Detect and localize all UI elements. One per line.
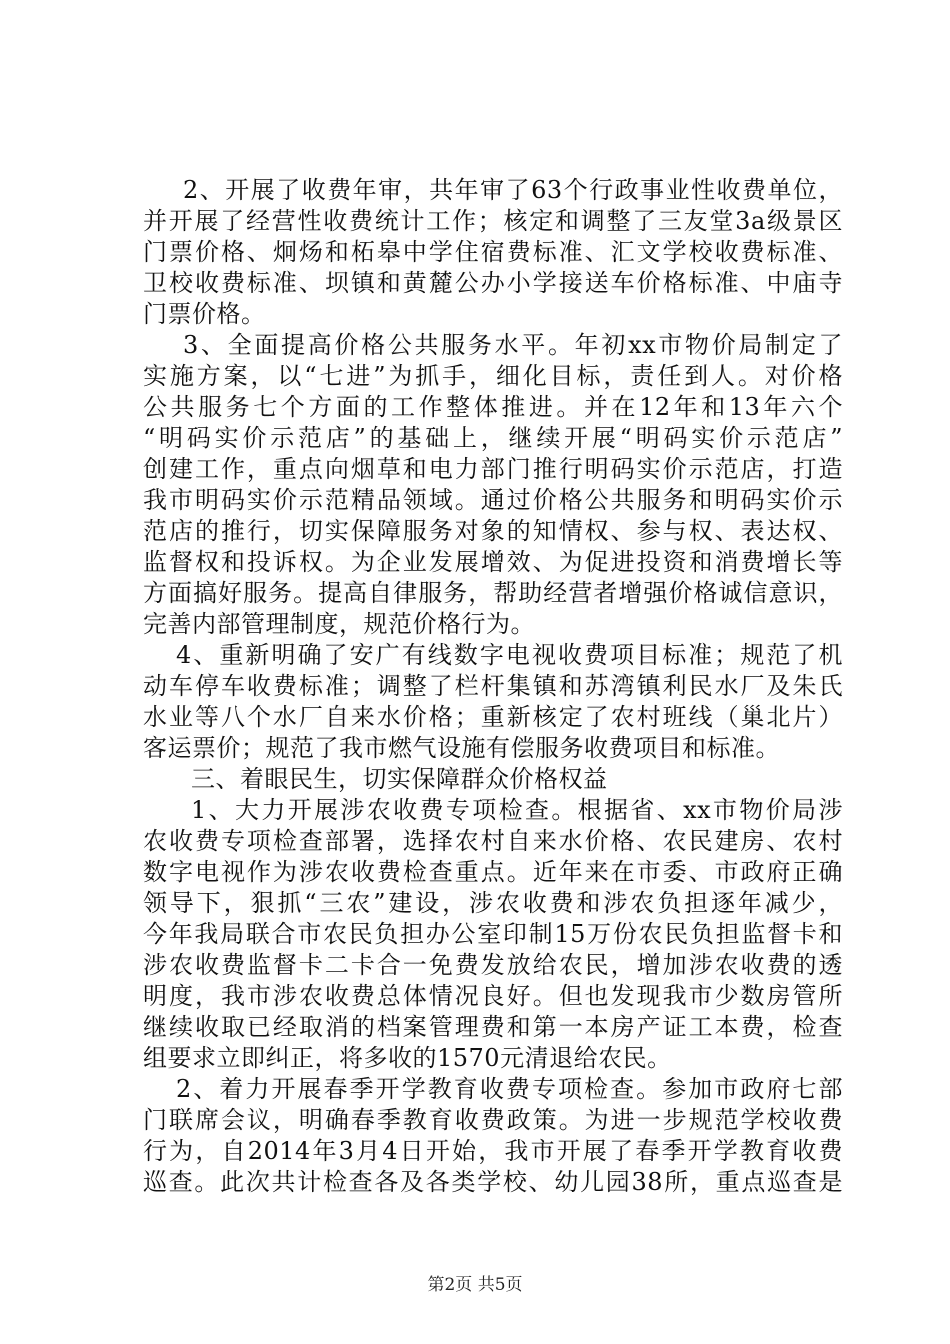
text-line: 4、重新明确了安广有线数字电视收费项目标准；规范了机 [176, 641, 843, 669]
text-line: 2、开展了收费年审，共年审了63个行政事业性收费单位， [183, 176, 843, 204]
text-line: 数字电视作为涉农收费检查重点。近年来在市委、市政府正确 [143, 858, 843, 886]
text-line: 今年我局联合市农民负担办公室印制15万份农民负担监督卡和 [143, 920, 843, 948]
text-line: 创建工作，重点向烟草和电力部门推行明码实价示范店，打造 [143, 455, 843, 483]
text-line: 继续收取已经取消的档案管理费和第一本房产证工本费，检查 [143, 1013, 843, 1041]
page-footer [0, 1270, 950, 1295]
text-line: 我市明码实价示范精品领域。通过价格公共服务和明码实价示 [143, 486, 843, 514]
text-line: 1、大力开展涉农收费专项检查。根据省、xx市物价局涉 [191, 796, 843, 824]
paragraph [143, 1074, 843, 1198]
section-heading [143, 764, 843, 795]
text-line: 卫校收费标准、坝镇和黄麓公办小学接送车价格标准、中庙寺 [143, 269, 843, 297]
text-line: 公共服务七个方面的工作整体推进。并在12年和13年六个 [143, 393, 843, 421]
text-line: 巡查。此次共计检查各及各类学校、幼儿园38所，重点巡查是 [143, 1168, 843, 1196]
text-line: 方面搞好服务。提高自律服务，帮助经营者增强价格诚信意识， [143, 579, 843, 607]
text-line: “明码实价示范店”的基础上，继续开展“明码实价示范店” [143, 424, 843, 452]
text-line: 明度，我市涉农收费总体情况良好。但也发现我市少数房管所 [143, 982, 843, 1010]
paragraph [143, 175, 843, 330]
text-line: 3、全面提高价格公共服务水平。年初xx市物价局制定了 [183, 331, 843, 359]
page-indicator: 第2页 共5页 [427, 1275, 523, 1295]
text-line: 三、着眼民生，切实保障群众价格权益 [191, 765, 608, 793]
text-line: 水业等八个水厂自来水价格；重新核定了农村班线（巢北片） [143, 703, 843, 731]
text-line: 组要求立即纠正，将多收的1570元清退给农民。 [143, 1044, 672, 1072]
text-line: 行为，自2014年3月4日开始，我市开展了春季开学教育收费 [143, 1137, 843, 1165]
text-line: 动车停车收费标准；调整了栏杆集镇和苏湾镇利民水厂及朱氏 [143, 672, 843, 700]
text-line: 门票价格、炯炀和柘皋中学住宿费标准、汇文学校收费标准、 [143, 238, 843, 266]
text-line: 门票价格。 [143, 300, 266, 328]
text-line: 2、着力开展春季开学教育收费专项检查。参加市政府七部 [176, 1075, 843, 1103]
text-line: 客运票价；规范了我市燃气设施有偿服务收费项目和标准。 [143, 734, 780, 762]
text-line: 门联席会议，明确春季教育收费政策。为进一步规范学校收费 [143, 1106, 843, 1134]
text-line: 并开展了经营性收费统计工作；核定和调整了三友堂3a级景区 [143, 207, 843, 235]
text-line: 农收费专项检查部署，选择农村自来水价格、农民建房、农村 [143, 827, 843, 855]
text-line: 完善内部管理制度，规范价格行为。 [143, 610, 535, 638]
text-line: 领导下，狠抓“三农”建设，涉农收费和涉农负担逐年减少， [143, 889, 843, 917]
text-line: 范店的推行，切实保障服务对象的知情权、参与权、表达权、 [143, 517, 843, 545]
text-line: 涉农收费监督卡二卡合一免费发放给农民，增加涉农收费的透 [143, 951, 843, 979]
document-body [143, 175, 843, 1198]
paragraph [143, 330, 843, 640]
paragraph [143, 795, 843, 1074]
text-line: 监督权和投诉权。为企业发展增效、为促进投资和消费增长等 [143, 548, 843, 576]
text-line: 实施方案，以“七进”为抓手，细化目标，责任到人。对价格 [143, 362, 843, 390]
paragraph [143, 640, 843, 764]
